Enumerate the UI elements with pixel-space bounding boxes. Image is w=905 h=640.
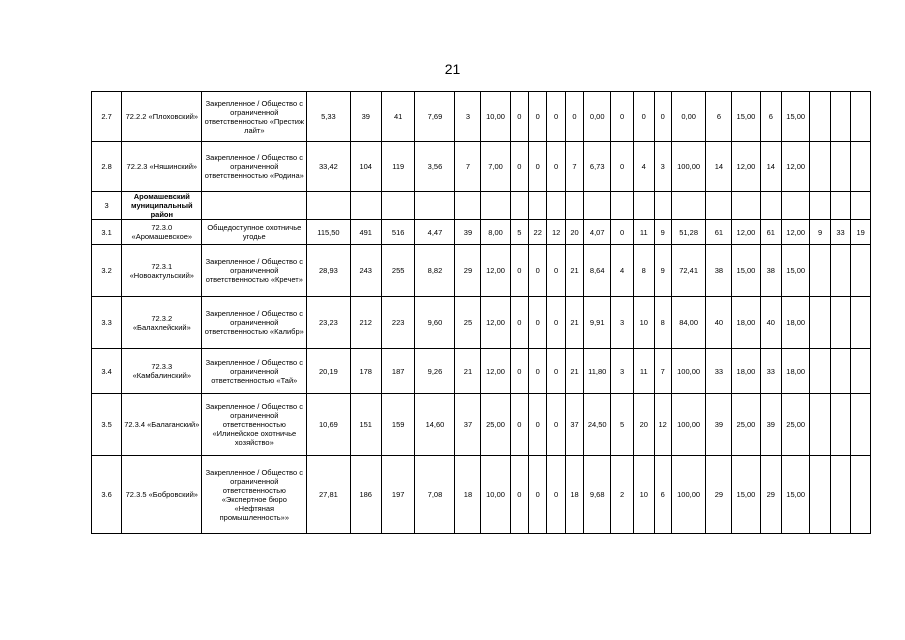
table-cell: 3.2 [92,245,122,297]
table-cell [565,192,583,220]
table-cell: 100,00 [671,394,706,456]
table-cell: 6,73 [584,142,611,192]
table-cell: 8,00 [481,220,510,245]
table-cell: 5 [611,394,634,456]
table-cell [830,297,851,349]
table-cell: 0 [529,297,547,349]
table-cell: 8,64 [584,245,611,297]
table-cell [851,192,871,220]
table-cell: 0 [565,92,583,142]
table-cell: 491 [350,220,381,245]
table-cell: 9,68 [584,456,611,534]
table-cell: 39 [350,92,381,142]
table-cell: 12,00 [481,245,510,297]
table-cell: 3.4 [92,349,122,394]
table-cell: 72.3.4 «Балаганский» [122,394,202,456]
table-cell: 8 [654,297,671,349]
table-cell [851,394,871,456]
table-cell: 0 [529,142,547,192]
table-cell: 12,00 [782,142,810,192]
table-cell: Закрепленное / Общество с ограниченной ответственностью «Тай» [202,349,307,394]
table-cell: 3.6 [92,456,122,534]
table-cell: 72,41 [671,245,706,297]
table-cell: 24,50 [584,394,611,456]
table-cell: 2.7 [92,92,122,142]
table-row [92,220,871,245]
table-cell: 39 [455,220,481,245]
table-cell [671,192,706,220]
table-cell: 7,69 [415,92,455,142]
table-cell: 27,81 [307,456,350,534]
table-cell [455,192,481,220]
table-cell: 212 [350,297,381,349]
table-cell: 6 [706,92,732,142]
table-cell [611,192,634,220]
table-cell [415,192,455,220]
table-cell: 3.3 [92,297,122,349]
table-cell: 0 [529,394,547,456]
table-cell [851,92,871,142]
table-cell: 100,00 [671,349,706,394]
table-cell: 15,00 [782,456,810,534]
table-cell: Закрепленное / Общество с ограниченной ответственностью «Калибр» [202,297,307,349]
table-cell: 9 [654,220,671,245]
table-row [92,245,871,297]
table-cell: 0 [611,220,634,245]
table-cell [810,192,831,220]
table-cell: 18,00 [732,349,760,394]
table-cell: 151 [350,394,381,456]
table-cell [510,192,528,220]
table-cell: 41 [381,92,415,142]
table-cell: 0 [510,92,528,142]
table-cell: 100,00 [671,142,706,192]
table-cell: 40 [706,297,732,349]
table-cell [654,192,671,220]
table-cell: 0 [510,456,528,534]
table-cell: 0 [510,297,528,349]
table-cell: 21 [565,349,583,394]
table-cell: 33,42 [307,142,350,192]
table-cell: 186 [350,456,381,534]
table-cell [830,456,851,534]
table-cell: 51,28 [671,220,706,245]
table-cell: 18,00 [782,349,810,394]
table-cell: 178 [350,349,381,394]
data-table [91,91,871,534]
table-cell: 0 [510,394,528,456]
table-cell: 21 [565,297,583,349]
table-cell: 37 [455,394,481,456]
table-cell: 516 [381,220,415,245]
table-cell: 14 [706,142,732,192]
table-cell: 18 [565,456,583,534]
table-cell: 8,82 [415,245,455,297]
table-cell [830,349,851,394]
table-cell: 15,00 [732,245,760,297]
table-cell: Закрепленное / Общество с ограниченной ответственностью «Илинейское охотничье хозяйство» [202,394,307,456]
table-cell: Закрепленное / Общество с ограниченной ответственностью «Родина» [202,142,307,192]
table-cell: 3 [455,92,481,142]
table-cell: 29 [760,456,782,534]
table-cell [851,456,871,534]
table-cell: 37 [565,394,583,456]
table-cell: 12,00 [732,142,760,192]
table-cell: 0 [510,245,528,297]
table-cell [851,142,871,192]
table-row [92,142,871,192]
table-row [92,92,871,142]
table-cell: 0 [611,92,634,142]
table-cell [202,192,307,220]
table-cell: 18 [455,456,481,534]
table-cell: 11 [633,349,654,394]
table-cell: 22 [529,220,547,245]
table-cell [810,349,831,394]
table-cell [307,192,350,220]
table-cell: 33 [760,349,782,394]
table-cell: Общедоступное охотничье угодье [202,220,307,245]
table-cell: 0 [654,92,671,142]
table-cell: 12 [547,220,565,245]
table-cell: 197 [381,456,415,534]
table-cell [381,192,415,220]
table-cell: 104 [350,142,381,192]
table-cell: 3 [611,297,634,349]
table-cell: 12,00 [782,220,810,245]
table-cell: Закрепленное / Общество с ограниченной ответственностью «Престиж лайт» [202,92,307,142]
table-cell [851,245,871,297]
table-cell: 0 [510,142,528,192]
table-cell: 100,00 [671,456,706,534]
page-number: 21 [444,61,461,77]
table-cell: 12,00 [732,220,760,245]
table-cell: 14 [760,142,782,192]
table-cell: 255 [381,245,415,297]
table-cell: 0,00 [584,92,611,142]
table-cell: 10,00 [481,92,510,142]
table-cell [830,142,851,192]
table-cell: 0 [510,349,528,394]
table-cell: 187 [381,349,415,394]
table-cell: 18,00 [782,297,810,349]
table-cell: 72.3.3 «Камбалинский» [122,349,202,394]
table-cell: 3.5 [92,394,122,456]
table-cell [810,92,831,142]
table-row [92,456,871,534]
table-cell [851,349,871,394]
table-cell: 6 [760,92,782,142]
table-cell: 25,00 [782,394,810,456]
table-cell: 25,00 [732,394,760,456]
table-cell: 12,00 [481,349,510,394]
table-cell: 2 [611,456,634,534]
table-cell: 20 [565,220,583,245]
table-row [92,349,871,394]
table-cell: 11 [633,220,654,245]
table-cell: 40 [760,297,782,349]
table-cell: 7 [455,142,481,192]
table-cell: 61 [706,220,732,245]
table-cell [810,297,831,349]
table-cell: 38 [760,245,782,297]
table-cell: 14,60 [415,394,455,456]
table-cell [810,245,831,297]
table-cell: 5,33 [307,92,350,142]
table-cell [732,192,760,220]
table-cell: 7 [565,142,583,192]
table-cell: 159 [381,394,415,456]
table-cell: 72.3.1 «Новоактульский» [122,245,202,297]
table-cell: 38 [706,245,732,297]
table-cell: 72.2.2 «Плоховский» [122,92,202,142]
table-cell: 72.3.5 «Бобровский» [122,456,202,534]
table-cell: 25 [455,297,481,349]
table-cell: 29 [455,245,481,297]
table-cell: 61 [760,220,782,245]
table-cell: 0 [529,349,547,394]
table-cell: 10 [633,297,654,349]
table-cell: 15,00 [782,245,810,297]
table-cell [830,394,851,456]
table-cell: 15,00 [732,92,760,142]
table-cell [706,192,732,220]
table-cell: Закрепленное / Общество с ограниченной ответственностью «Экспертное бюро «Нефтяная промышленность»» [202,456,307,534]
table-cell: 4 [633,142,654,192]
table-cell: 9,26 [415,349,455,394]
table-cell: 33 [706,349,732,394]
table-cell: 3 [654,142,671,192]
table-cell: 18,00 [732,297,760,349]
table-cell [481,192,510,220]
table-cell: 9,91 [584,297,611,349]
table-cell [810,456,831,534]
table-cell: 0 [547,142,565,192]
table-cell [810,142,831,192]
table-cell: 10,00 [481,456,510,534]
table-cell: 0 [529,456,547,534]
table-cell: 0 [529,92,547,142]
table-cell: 8 [633,245,654,297]
table-cell [851,297,871,349]
table-cell: 5 [510,220,528,245]
table-cell: 3,56 [415,142,455,192]
table-cell: 0 [547,349,565,394]
table-cell: 0 [547,394,565,456]
table-cell: 11,80 [584,349,611,394]
table-cell: 21 [455,349,481,394]
table-row [92,394,871,456]
table-cell: 84,00 [671,297,706,349]
table-cell: 21 [565,245,583,297]
table-cell: 19 [851,220,871,245]
table-cell: 7,08 [415,456,455,534]
table-cell: 4 [611,245,634,297]
table-cell: 243 [350,245,381,297]
table-cell: 7 [654,349,671,394]
table-cell: 12,00 [481,297,510,349]
table-cell: 115,50 [307,220,350,245]
table-cell: 0,00 [671,92,706,142]
table-cell: 4,47 [415,220,455,245]
table-cell [529,192,547,220]
table-cell: 0 [547,456,565,534]
table-cell: 119 [381,142,415,192]
table-cell: 0 [529,245,547,297]
table-cell: 6 [654,456,671,534]
table-cell [350,192,381,220]
table-cell: 9 [654,245,671,297]
table-cell: 25,00 [481,394,510,456]
district-row [92,192,871,220]
table-cell: 72.3.0 «Аромашевское» [122,220,202,245]
table-cell [782,192,810,220]
table-cell [584,192,611,220]
table-cell: 223 [381,297,415,349]
table-cell: Закрепленное / Общество с ограниченной ответственностью «Кречет» [202,245,307,297]
district-name: Аромашевский муниципальный район [122,192,202,220]
table-cell: 10 [633,456,654,534]
table-cell: 3.1 [92,220,122,245]
table-cell [760,192,782,220]
table-cell [830,245,851,297]
table-cell: 9,60 [415,297,455,349]
district-number: 3 [92,192,122,220]
table-cell: 0 [611,142,634,192]
table-row [92,297,871,349]
table-cell [810,394,831,456]
table-cell: 12 [654,394,671,456]
table-cell: 23,23 [307,297,350,349]
table-cell: 20,19 [307,349,350,394]
table-cell: 33 [830,220,851,245]
table-cell: 0 [547,245,565,297]
table-cell: 28,93 [307,245,350,297]
table-cell: 20 [633,394,654,456]
table-cell: 10,69 [307,394,350,456]
table-cell: 29 [706,456,732,534]
table-cell: 3 [611,349,634,394]
table-cell: 39 [706,394,732,456]
table-cell: 39 [760,394,782,456]
table-cell: 9 [810,220,831,245]
table-cell: 72.2.3 «Няшинский» [122,142,202,192]
table-cell [547,192,565,220]
table-cell: 0 [547,297,565,349]
table-cell: 0 [547,92,565,142]
table-cell: 15,00 [732,456,760,534]
table-cell: 2.8 [92,142,122,192]
table-cell: 4,07 [584,220,611,245]
table-cell: 7,00 [481,142,510,192]
table-cell [830,92,851,142]
table-cell: 15,00 [782,92,810,142]
table-cell [830,192,851,220]
table-cell: 72.3.2 «Балахлейский» [122,297,202,349]
table-cell: 0 [633,92,654,142]
table-cell [633,192,654,220]
